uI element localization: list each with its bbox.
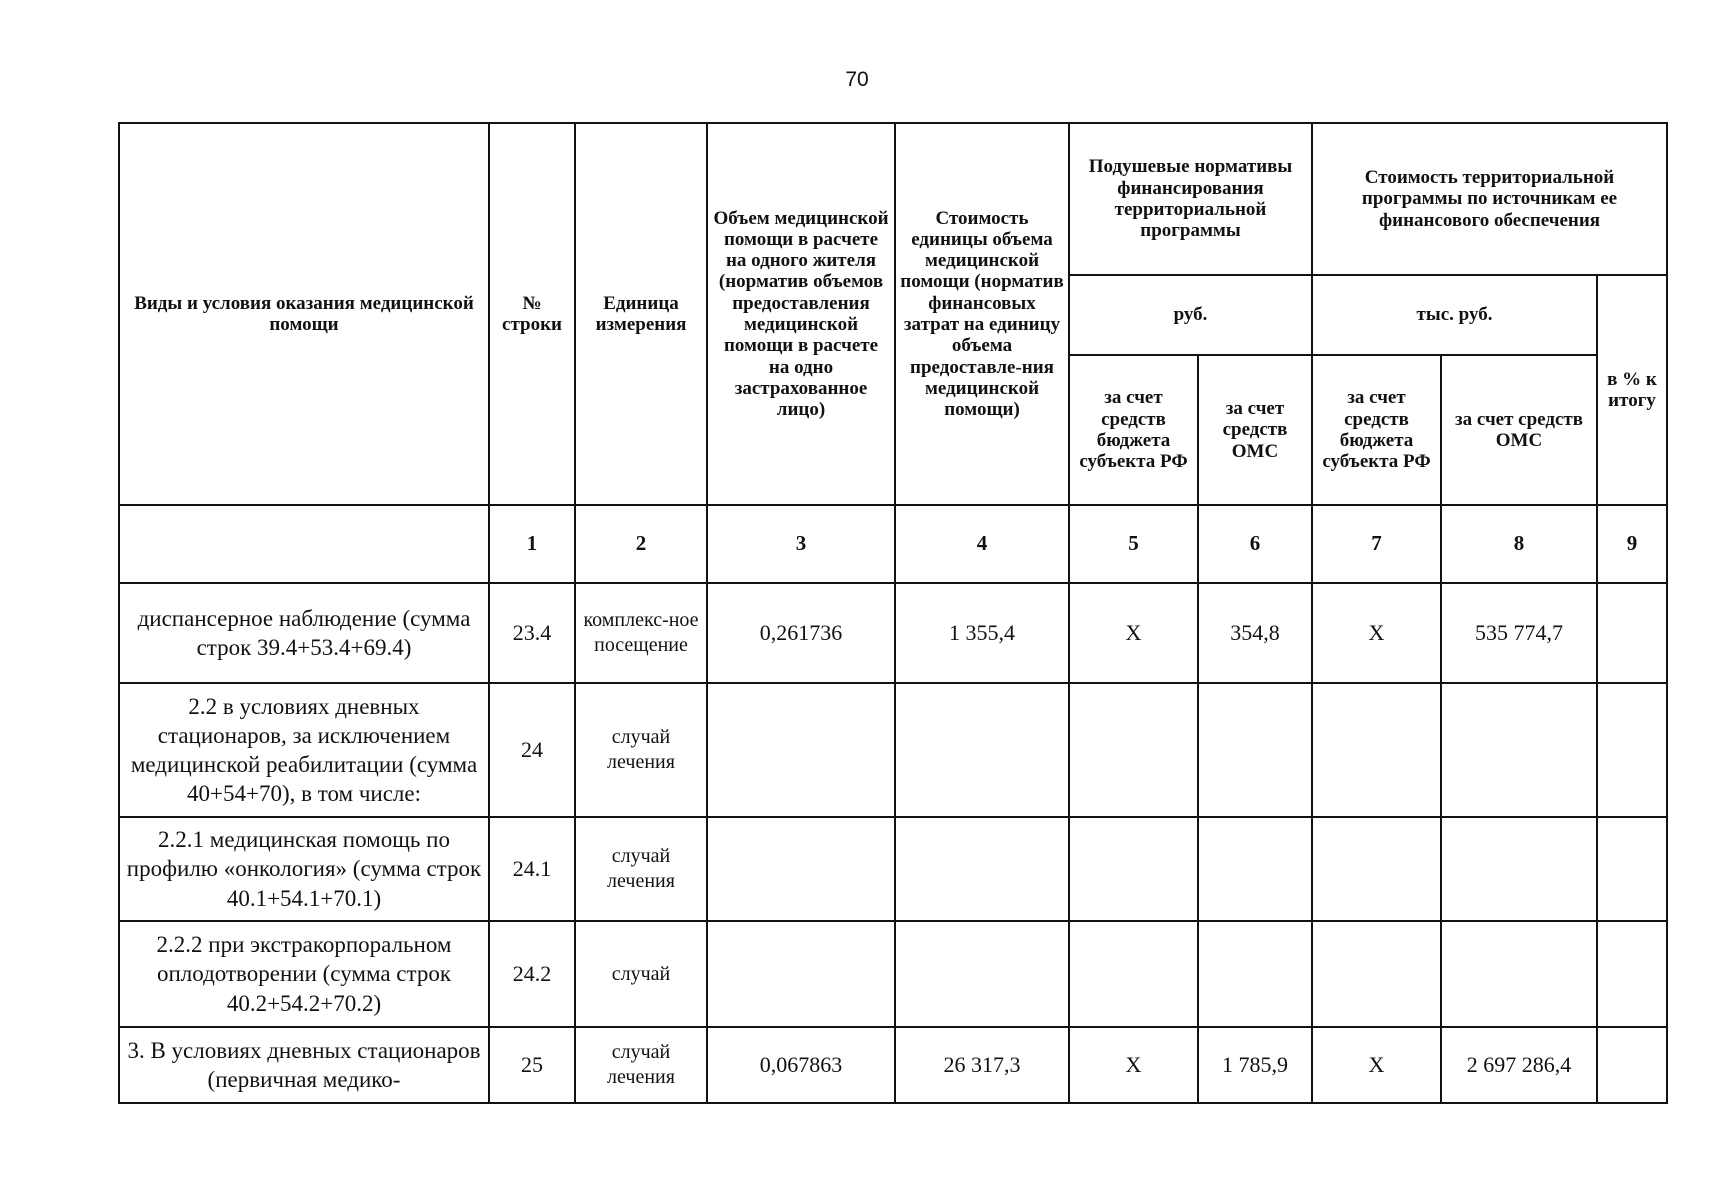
row-per-capita-budget: [1069, 921, 1198, 1027]
column-number: [119, 505, 489, 583]
row-program-budget: [1312, 921, 1441, 1027]
row-program-budget: Х: [1312, 583, 1441, 683]
row-volume: [707, 817, 895, 921]
header-unit-cost: Стоимость единицы объема медицинской помощи (норматив финансовых затрат на единицу объема предоставле-ния медицинской помощи): [895, 123, 1069, 505]
row-volume: [707, 921, 895, 1027]
row-program-oms: [1441, 921, 1597, 1027]
row-unit-cost: [895, 921, 1069, 1027]
row-volume: 0,067863: [707, 1027, 895, 1103]
row-line-number: 23.4: [489, 583, 575, 683]
column-number: 5: [1069, 505, 1198, 583]
row-program-budget: [1312, 683, 1441, 817]
header-thous-rub: тыс. руб.: [1312, 275, 1597, 355]
column-number: 6: [1198, 505, 1312, 583]
row-per-capita-budget: [1069, 817, 1198, 921]
row-unit: комплекс-ное посещение: [575, 583, 707, 683]
row-unit: случай лечения: [575, 683, 707, 817]
row-per-capita-oms: [1198, 921, 1312, 1027]
row-percent: [1597, 817, 1667, 921]
table-body: [119, 583, 1667, 1103]
column-number: 2: [575, 505, 707, 583]
column-number: 9: [1597, 505, 1667, 583]
row-program-budget: [1312, 817, 1441, 921]
row-name: 2.2.1 медицинская помощь по профилю «онкология» (сумма строк 40.1+54.1+70.1): [119, 817, 489, 921]
row-unit: случай лечения: [575, 1027, 707, 1103]
page-number: 70: [845, 68, 869, 91]
column-number: 3: [707, 505, 895, 583]
row-unit-cost: 26 317,3: [895, 1027, 1069, 1103]
header-percent-of-total: в % к итогу: [1597, 275, 1667, 505]
row-per-capita-budget: Х: [1069, 583, 1198, 683]
row-volume: 0,261736: [707, 583, 895, 683]
row-program-oms: [1441, 683, 1597, 817]
row-unit: случай лечения: [575, 817, 707, 921]
row-unit-cost: [895, 683, 1069, 817]
table-row: [119, 817, 1667, 921]
table-row: [119, 1027, 1667, 1103]
row-program-oms: 2 697 286,4: [1441, 1027, 1597, 1103]
row-per-capita-budget: [1069, 683, 1198, 817]
header-program-cost-group: Стоимость территориальной программы по источникам ее финансового обеспечения: [1312, 123, 1667, 275]
row-line-number: 24.2: [489, 921, 575, 1027]
column-number: 8: [1441, 505, 1597, 583]
column-number: 4: [895, 505, 1069, 583]
row-name: 2.2.2 при экстракорпоральном оплодотворении (сумма строк 40.2+54.2+70.2): [119, 921, 489, 1027]
row-unit-cost: 1 355,4: [895, 583, 1069, 683]
row-percent: [1597, 683, 1667, 817]
header-line-number: № строки: [489, 123, 575, 505]
row-per-capita-oms: [1198, 817, 1312, 921]
header-program-oms: за счет средств ОМС: [1441, 355, 1597, 505]
header-unit: Единица измерения: [575, 123, 707, 505]
header-types-of-care: Виды и условия оказания медицинской помощи: [119, 123, 489, 505]
row-per-capita-oms: 354,8: [1198, 583, 1312, 683]
row-program-oms: [1441, 817, 1597, 921]
header-per-capita-group: Подушевые нормативы финансирования территориальной программы: [1069, 123, 1312, 275]
row-program-budget: Х: [1312, 1027, 1441, 1103]
column-number-row: [119, 505, 1667, 583]
row-name: 2.2 в условиях дневных стационаров, за исключением медицинской реабилитации (сумма 40+54+70), в том числе:: [119, 683, 489, 817]
row-line-number: 24.1: [489, 817, 575, 921]
row-per-capita-oms: [1198, 683, 1312, 817]
column-number: 7: [1312, 505, 1441, 583]
header-volume: Объем медицинской помощи в расчете на одного жителя (норматив объемов предоставления медицинской помощи в расчете на одно застрахованное лицо): [707, 123, 895, 505]
header-rub: руб.: [1069, 275, 1312, 355]
row-name: диспансерное наблюдение (сумма строк 39.4+53.4+69.4): [119, 583, 489, 683]
header-per-capita-budget: за счет средств бюджета субъекта РФ: [1069, 355, 1198, 505]
row-program-oms: 535 774,7: [1441, 583, 1597, 683]
table-row: [119, 683, 1667, 817]
column-number: 1: [489, 505, 575, 583]
row-volume: [707, 683, 895, 817]
row-unit: случай: [575, 921, 707, 1027]
program-cost-table: [118, 122, 1668, 1104]
row-unit-cost: [895, 817, 1069, 921]
header-program-budget: за счет средств бюджета субъекта РФ: [1312, 355, 1441, 505]
table-row: [119, 921, 1667, 1027]
row-per-capita-oms: 1 785,9: [1198, 1027, 1312, 1103]
row-percent: [1597, 583, 1667, 683]
table-header: [119, 123, 1667, 583]
table-row: [119, 583, 1667, 683]
row-percent: [1597, 921, 1667, 1027]
row-line-number: 25: [489, 1027, 575, 1103]
row-line-number: 24: [489, 683, 575, 817]
row-percent: [1597, 1027, 1667, 1103]
row-per-capita-budget: Х: [1069, 1027, 1198, 1103]
row-name: 3. В условиях дневных стационаров (первичная медико-: [119, 1027, 489, 1103]
header-per-capita-oms: за счет средств ОМС: [1198, 355, 1312, 505]
